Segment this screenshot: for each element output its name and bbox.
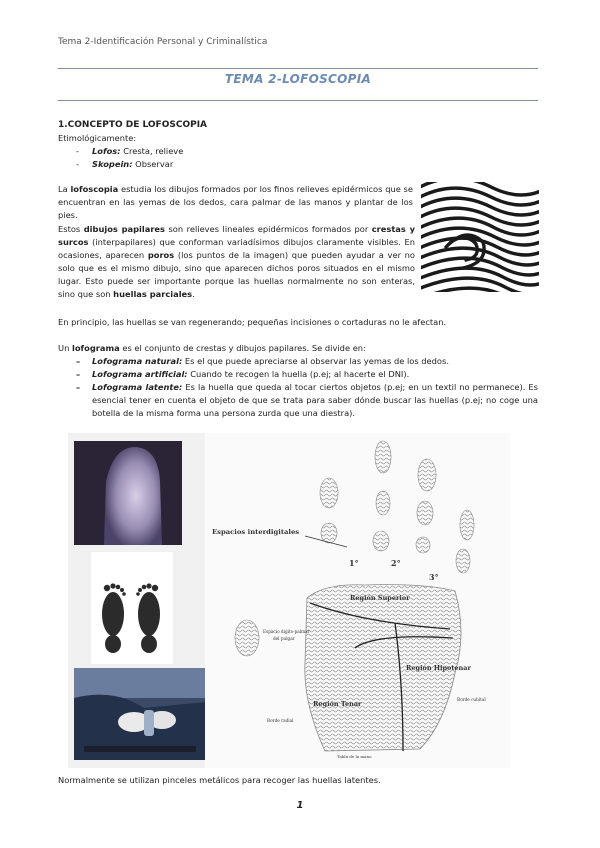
label-interdigital-1: 1° [349,558,359,568]
fingertip-photo [74,441,182,545]
paragraph-regeneracion: En principio, las huellas se van regenerando; pequeñas incisiones o cortaduras no le afectan. [58,317,447,327]
fingerprint-image [421,182,539,292]
etymology-intro: Etimológicamente: [58,133,137,143]
section-lofograma [58,342,538,420]
page-title: TEMA 2-LOFOSCOPIA [224,72,372,86]
list-item: - Skopein: Observar [76,159,174,169]
label-borde-radial: Borde radial [267,718,294,723]
label-espacio-digito-palmar-2: del pulgar [273,636,295,641]
paragraph-lofograma: Un lofograma es el conjunto de crestas y dibujos papilares. Se divide en: [58,343,366,353]
etymology-list [58,145,538,171]
title-rule-top [58,68,538,69]
page-number: 1 [296,800,304,811]
label-interdigital-2: 2° [391,558,401,568]
label-espacio-digito-palmar: Espacio digito-palmar [263,629,310,634]
latent-print-collection-photo [74,668,206,760]
label-borde-cubital: Borde cubital [457,697,486,702]
title-rule-bottom [58,100,538,101]
label-base-mano: Tabla de la mano [337,754,372,759]
label-region-superior: Región Superior [350,594,410,602]
label-espacios-interdigitales: Espacios interdigitales [212,528,300,536]
list-item: – Lofograma artificial: Cuando te recogen la huella (p.ej; al hacerte el DNI). [76,369,410,379]
list-item: - Lofos: Cresta, relieve [76,146,184,156]
list-item: – Lofograma latente: Es la huella que queda al tocar ciertos objetos (p.ej; en un textil no permanece). Es esencial tener en cuenta el objeto de que se trata para saber dónde buscar las huellas (p.ej; no coge una botella de la misma forma una persona zurda que una diestra). [76,382,538,418]
footprints-image [91,552,173,664]
label-interdigital-3: 3° [429,572,439,582]
palm-regions-diagram [205,433,510,768]
paragraph-lofoscopia: La lofoscopia estudia los dibujos formados por los finos relieves epidérmicos que se encuentran en las yemas de los dedos, cara palmar de las manos y plantar de los pies. [58,184,413,220]
paragraph-dibujos-papilares: Estos dibujos papilares son relieves lineales epidérmicos formados por crestas y surcos (interpapilares) que conforman variadísimos dibujos claramente visibles. En ocasiones, aparecen poros (los puntos de la imagen) que pueden ayudar a ver no solo que es el mismo dibujo, sino que aparecen dichos poros situados en el mismo lugar. Esto puede ser importante porque las huellas normalmente no son enteras, sino que son huellas parciales. [58,224,416,299]
label-region-tenar: Región Tenar [313,700,362,708]
lofograma-types-list [58,355,538,420]
label-region-hipotenar: Región Hipotenar [406,664,471,672]
list-item: – Lofograma natural: Es el que puede apreciarse al observar las yemas de los dedos. [76,356,449,366]
section-heading: 1.CONCEPTO DE LOFOSCOPIA [58,120,208,130]
section-concept [58,119,538,171]
figure-caption: Normalmente se utilizan pinceles metálicos para recoger las huellas latentes. [58,775,381,785]
running-head: Tema 2-Identificación Personal y Criminalística [58,37,268,47]
